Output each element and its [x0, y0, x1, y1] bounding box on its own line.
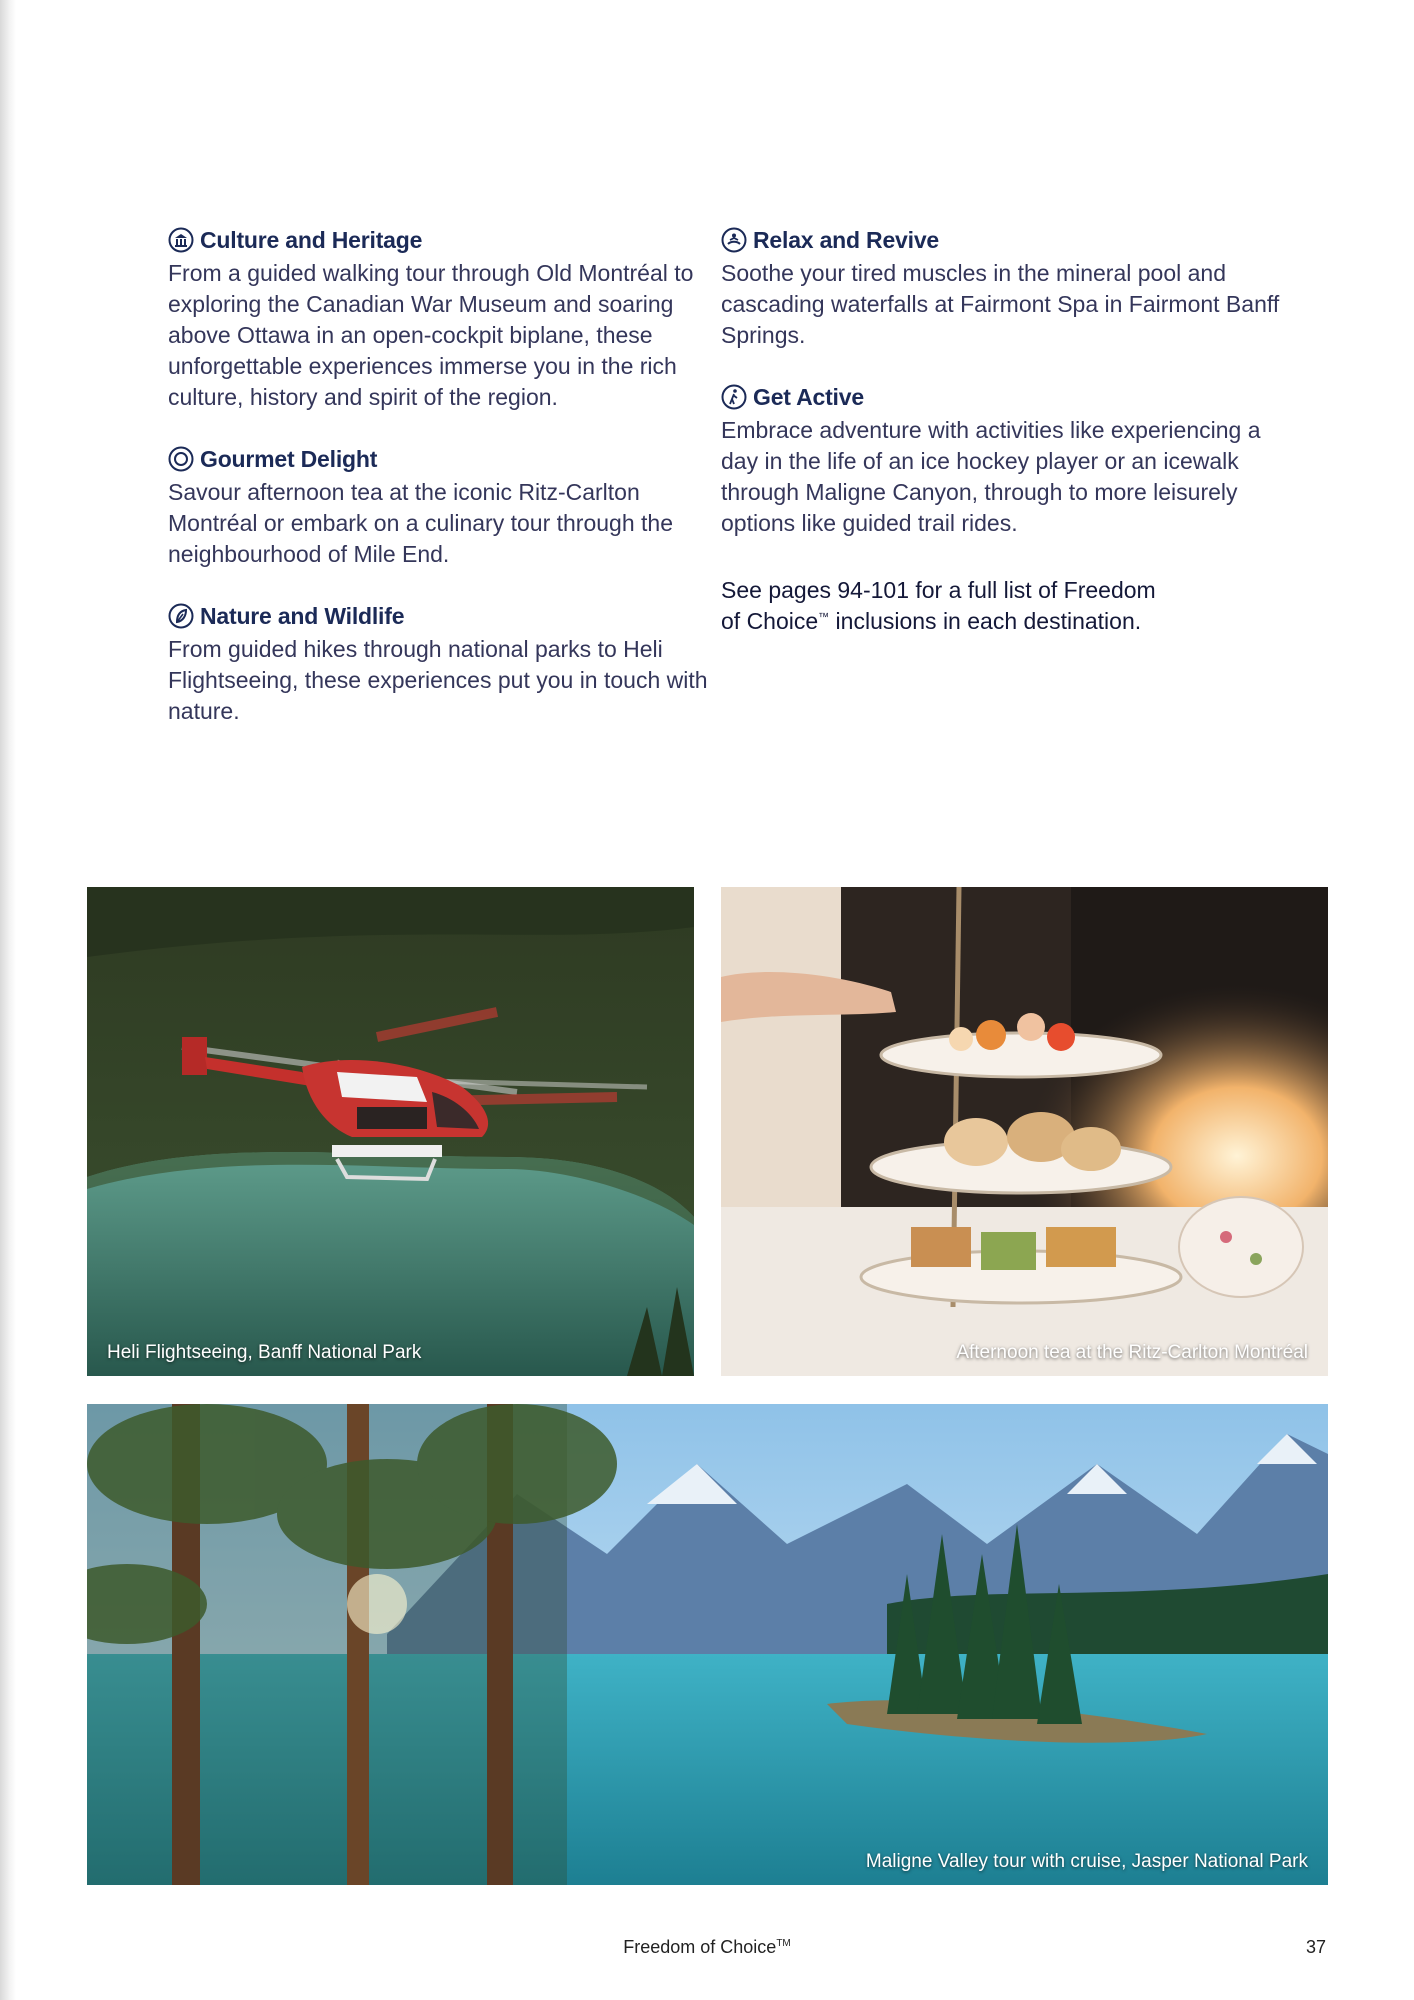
inclusions-note	[721, 575, 1281, 637]
section-active	[721, 379, 1281, 539]
section-active-heading	[721, 379, 1281, 415]
trademark-mark: ™	[818, 611, 830, 624]
section-body: Embrace adventure with activities like experiencing a day in the life of an ice hockey player or an icewalk through Maligne Canyon, through to more leisurely options like guided trail rides.	[721, 417, 1261, 536]
section-relax	[721, 222, 1281, 351]
photo-caption: Maligne Valley tour with cruise, Jasper National Park	[865, 1851, 1308, 1872]
footer-publication-title	[0, 1937, 1414, 1958]
hiker-icon	[721, 384, 747, 410]
page-edge-shadow	[0, 0, 16, 2000]
section-nature	[168, 598, 708, 727]
photo-caption: Heli Flightseeing, Banff National Park	[107, 1342, 422, 1363]
section-body: Savour afternoon tea at the iconic Ritz-Carlton Montréal or embark on a culinary tour through the neighbourhood of Mile End.	[168, 479, 673, 567]
section-title: Get Active	[753, 383, 864, 410]
section-nature-heading	[168, 598, 708, 634]
helicopter-scene	[87, 887, 694, 1376]
right-column	[721, 222, 1281, 637]
photo-caption: Afternoon tea at the Ritz-Carlton Montréal	[956, 1342, 1308, 1363]
section-title: Nature and Wildlife	[200, 602, 405, 629]
leaf-icon	[168, 603, 194, 629]
museum-icon	[168, 227, 194, 253]
photo-heli-flightseeing	[87, 887, 694, 1376]
section-culture	[168, 222, 708, 413]
note-line-1: See pages 94-101 for a full list of Freedom	[721, 577, 1156, 603]
section-culture-heading	[168, 222, 708, 258]
spa-icon	[721, 227, 747, 253]
section-body: Soothe your tired muscles in the mineral pool and cascading waterfalls at Fairmont Spa in Fairmont Banff Springs.	[721, 260, 1280, 348]
note-line-2: of Choice	[721, 608, 819, 634]
afternoon-tea-scene	[721, 887, 1328, 1376]
note-line-2-end: inclusions in each destination.	[829, 608, 1142, 634]
section-title: Culture and Heritage	[200, 226, 423, 253]
section-relax-heading	[721, 222, 1281, 258]
left-column	[168, 222, 708, 755]
section-gourmet	[168, 441, 708, 570]
section-title: Relax and Revive	[753, 226, 940, 253]
photo-afternoon-tea	[721, 887, 1328, 1376]
footer-title-text: Freedom of Choice	[623, 1937, 777, 1957]
plate-icon	[168, 446, 194, 472]
section-title: Gourmet Delight	[200, 445, 378, 472]
section-gourmet-heading	[168, 441, 708, 477]
maligne-lake-scene	[87, 1404, 1328, 1885]
footer-trademark: TM	[776, 1938, 791, 1949]
section-body: From a guided walking tour through Old Montréal to exploring the Canadian War Museum and soaring above Ottawa in an open-cockpit biplane, these unforgettable experiences immerse you in the rich culture, history and spirit of the region.	[168, 260, 694, 410]
section-body: From guided hikes through national parks to Heli Flightseeing, these experiences put you in touch with nature.	[168, 636, 708, 724]
photo-maligne-lake	[87, 1404, 1328, 1885]
page-number: 37	[1306, 1937, 1327, 1957]
